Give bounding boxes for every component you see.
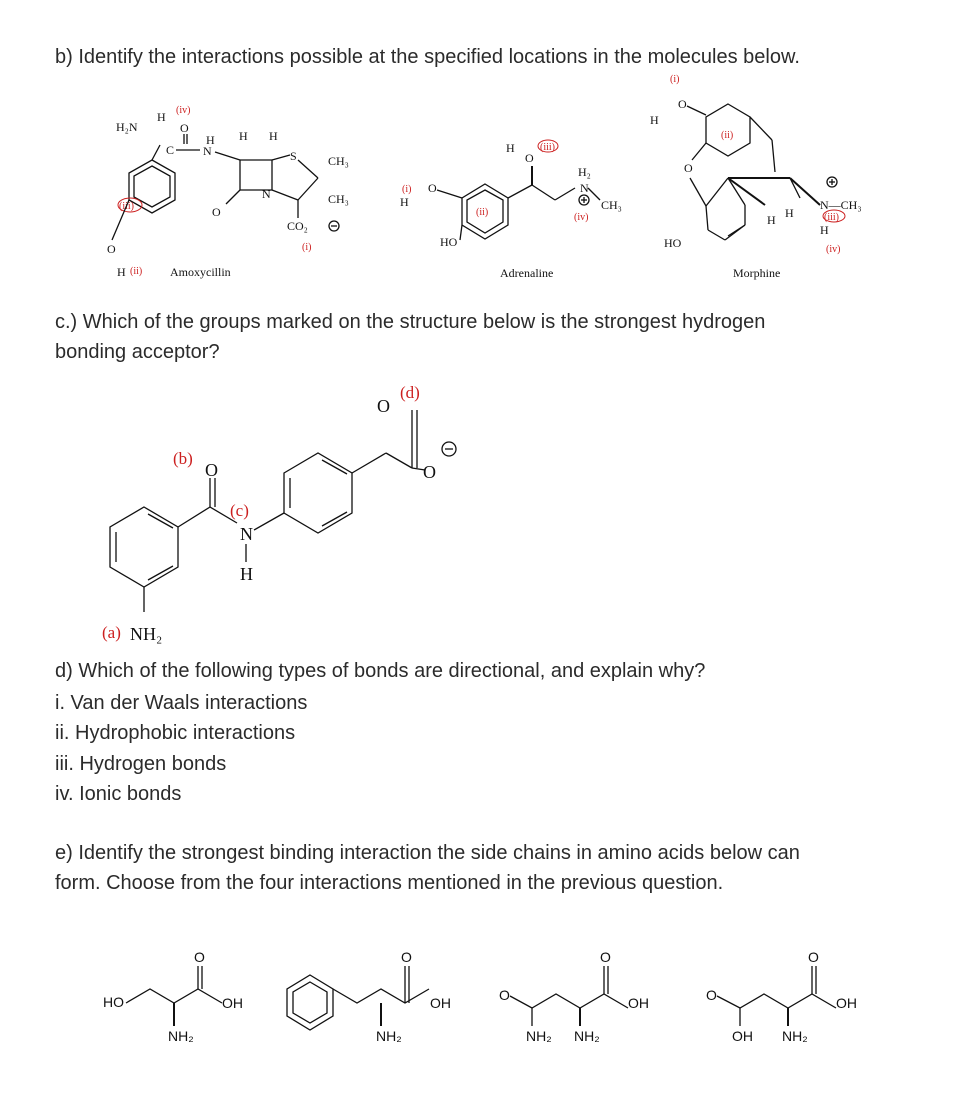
- amox-h-phenol: H: [117, 265, 126, 279]
- mor-h-n: H: [820, 223, 829, 237]
- adr-n: N: [580, 181, 589, 195]
- c-h-amide: H: [240, 564, 253, 584]
- amox-o-carbonyl: O: [180, 121, 189, 135]
- question-b: b) Identify the interactions possible at the specified locations in the molecules below.: [55, 46, 800, 68]
- c-label-d: (d): [400, 383, 420, 402]
- aa2-oh: OH: [430, 995, 451, 1011]
- c-o-amide: O: [205, 460, 218, 480]
- aa1-o: O: [194, 949, 205, 965]
- amox-c: C: [166, 143, 175, 157]
- option-d-1: i. Van der Waals interactions: [55, 692, 308, 714]
- c-nh2: NH₂: [130, 624, 163, 644]
- adr-site-ii: (ii): [476, 207, 489, 218]
- adr-ch3: CH₃: [601, 198, 622, 212]
- mor-h-2: H: [785, 206, 794, 220]
- aa1-oh: OH: [222, 995, 243, 1011]
- amox-site-i: (i): [302, 242, 312, 253]
- aa4-oh: OH: [836, 995, 857, 1011]
- amox-co2: CO₂: [287, 219, 308, 233]
- c-o-carboxylate: O: [423, 462, 436, 482]
- amox-h-top: H: [157, 110, 166, 124]
- aa3-nh2-side: NH₂: [526, 1028, 552, 1044]
- mor-h-phenol: H: [650, 113, 659, 127]
- adr-site-iv: (iv): [574, 212, 589, 223]
- aa1-ho: HO: [103, 994, 124, 1010]
- mor-site-i: (i): [670, 74, 680, 85]
- aa3-o-side: O: [499, 987, 510, 1003]
- amino-acid-4: [706, 949, 857, 1044]
- adr-h-oh: H: [506, 141, 515, 155]
- mor-site-iv: (iv): [826, 244, 841, 255]
- amox-ch3-1: CH₃: [328, 154, 349, 168]
- amino-acids: [103, 949, 857, 1044]
- aa4-o: O: [808, 949, 819, 965]
- question-d: d) Which of the following types of bonds are directional, and explain why?: [55, 660, 706, 682]
- amox-s: S: [290, 149, 297, 163]
- question-e-line2: form. Choose from the four interactions mentioned in the previous question.: [55, 872, 724, 894]
- adr-name: Adrenaline: [500, 266, 554, 280]
- mor-h-1: H: [767, 213, 776, 227]
- amino-acid-2: [287, 949, 451, 1044]
- amox-name: Amoxycillin: [170, 265, 231, 279]
- aa3-nh2: NH₂: [574, 1028, 600, 1044]
- aa3-oh: OH: [628, 995, 649, 1011]
- aa4-o-side: O: [706, 987, 717, 1003]
- amox-ch3-2: CH₃: [328, 192, 349, 206]
- aa2-o: O: [401, 949, 412, 965]
- amox-h-2: H: [269, 129, 278, 143]
- mor-site-iii: (iii): [824, 212, 839, 223]
- option-d-3: iii. Hydrogen bonds: [55, 753, 227, 775]
- amox-o-lactam: O: [212, 205, 221, 219]
- mor-n-ch3: N—CH₃: [820, 198, 862, 212]
- aa4-nh2: NH₂: [782, 1028, 808, 1044]
- mor-o-phenol: O: [678, 97, 687, 111]
- amox-o-phenol: O: [107, 242, 116, 256]
- adr-o-phenol: O: [428, 181, 437, 195]
- amox-n-ring: N: [262, 187, 271, 201]
- amino-acid-1: [103, 949, 243, 1044]
- adr-site-iii: (iii): [540, 142, 555, 153]
- option-d-4: iv. Ionic bonds: [55, 783, 182, 805]
- aa4-oh-side: OH: [732, 1028, 753, 1044]
- mor-name: Morphine: [733, 266, 781, 280]
- morphine-structure: [650, 74, 862, 280]
- c-label-a: (a): [102, 623, 121, 642]
- structure-c: [102, 383, 456, 644]
- aa1-nh2: NH₂: [168, 1028, 194, 1044]
- option-d-2: ii. Hydrophobic interactions: [55, 722, 296, 744]
- aa2-nh2: NH₂: [376, 1028, 402, 1044]
- adr-site-i: (i): [402, 184, 412, 195]
- amino-acid-3: [499, 949, 649, 1044]
- c-label-b: (b): [173, 449, 193, 468]
- adr-o-oh: O: [525, 151, 534, 165]
- adrenaline-structure: [400, 140, 622, 280]
- question-c-line1: c.) Which of the groups marked on the structure below is the strongest hydrogen: [55, 311, 766, 333]
- c-label-c: (c): [230, 501, 249, 520]
- c-n-amide: N: [240, 524, 253, 544]
- aa3-o: O: [600, 949, 611, 965]
- mor-ho: HO: [664, 236, 682, 250]
- mor-o-ether: O: [684, 161, 693, 175]
- question-c-line2: bonding acceptor?: [55, 341, 220, 363]
- amox-site-ii: (ii): [130, 266, 143, 277]
- amox-h-1: H: [239, 129, 248, 143]
- amox-h-amide: H: [206, 133, 215, 147]
- amox-site-iv: (iv): [176, 105, 191, 116]
- c-o-carbonyl: O: [377, 396, 390, 416]
- adr-h2: H₂: [578, 165, 591, 179]
- amox-n-amide: N: [203, 144, 212, 158]
- question-e-line1: e) Identify the strongest binding interaction the side chains in amino acids below can: [55, 842, 800, 864]
- amox-h2n: H₂N: [116, 120, 138, 134]
- amoxycillin-structure: [107, 105, 349, 279]
- amox-site-iii: (iii): [119, 201, 134, 212]
- adr-h-phenol: H: [400, 195, 409, 209]
- adr-ho: HO: [440, 235, 458, 249]
- mor-site-ii: (ii): [721, 130, 734, 141]
